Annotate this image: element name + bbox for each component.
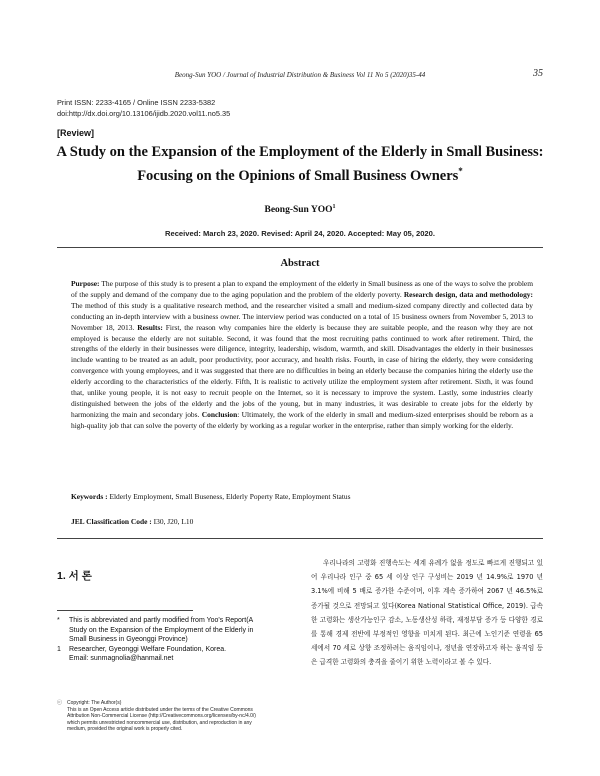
abstract-body — [71, 279, 533, 432]
footnotes — [57, 616, 299, 664]
jel-line — [71, 517, 533, 526]
footnote-1-line: Study on the Expansion of the Employment of the Elderly in — [69, 626, 254, 634]
doi-line[interactable]: doi:http://dx.doi.org/10.13106/ijidb.2020.vol11.no5.35 — [57, 108, 231, 118]
copyright-notice — [57, 700, 287, 733]
license-link-line[interactable]: Attribution Non-Commercial License (http://Creativecommons.org/licenses/by-nc/4.0/) — [67, 713, 256, 719]
purpose-text: The purpose of this study is to present a plan to expand the employment of the elderly in Small business as one of the ways to solve the problem of the supply and demand of the company due to the aging population and the problem of the elderly poverty. — [71, 279, 533, 299]
footnote-1-line: This is abbreviated and partly modified from Yoo's Report(A — [69, 617, 254, 624]
article-title — [50, 143, 550, 186]
keywords-label: Keywords : — [71, 492, 108, 501]
footnote-1-line: Small Business in Gyeonggi Province) — [69, 636, 188, 644]
results-label: Results: — [137, 322, 163, 332]
section-heading: 1. 서 론 — [57, 570, 92, 582]
conclusion-label: Conclusion — [201, 409, 238, 419]
license-line: This is an Open Access article distributed under the terms of the Creative Commons — [67, 706, 253, 713]
abstract-heading: Abstract — [280, 258, 320, 269]
method-label: Research design, data and methodology: — [403, 289, 533, 299]
footnote-rule — [57, 610, 193, 611]
results-text: First, the reason why companies hire the elderly is because they are suitable people, and the reason why they are not employed is because the elderly are not suitable. Second, it was found that the most recruiting paths continued to work after retirement. Third, the strengths of the elderly in their businesses were diligence, integrity, leadership, wisdom, warmth, and skill. Disadvantages the elderly in their businesses include wanting to be treated as an adult, poor productivity, poor accuracy, and health risks. Fourth, in case of hiring the elderly, they were considering convergence with young employees, and it was suggested that there are no difficulties in being an elderly because the companies hiring the elderly use the elderly according to the characteristics of the elderly. Fifth, It is realistic to actively utilize the employment system after retirement. Sixth, it was found that, unlike young people, it is not easy to recruit people on the Internet, so it is necessary to improve the system. Lastly, some industries clearly distinguished between the jobs of the elderly and the jobs of the young, but in many industries, it was desirable to create jobs for the elderly by harmonizing the main and secondary jobs. — [71, 322, 533, 419]
footnote-2 — [57, 645, 299, 664]
copyright-icon: ⓒ — [57, 700, 63, 706]
footnote-1 — [57, 616, 299, 645]
author-name: Beong-Sun YOO — [264, 205, 333, 216]
footnote-2-line: Researcher, Gyeonggi Welfare Foundation, Korea. — [69, 645, 227, 653]
article-type-label: [Review] — [57, 128, 95, 138]
license-line: medium, provided the original work is properly cited. — [67, 726, 183, 732]
conclusion-text: : Ultimately, the work of the elderly in small and medium-sized enterprises should be reborn as a high-quality job that can solve the poverty of the elderly by working as a regular worker in the enterprise, rather than simply working for the elderly. — [71, 409, 533, 430]
method-text: The method of this study is a qualitative research method, and the researcher visited a small and medium-sized company directly and collected data by conducting an in-depth interview with a business owner. The interview period was conducted on a total of 15 business owners from November 5, 2013 to November 18, 2013. — [71, 300, 533, 332]
title-text: A Study on the Expansion of the Employment of the Elderly in Small Business: Focusing on the Opinions of Small Business Owners — [56, 144, 544, 184]
page-number: 35 — [533, 68, 543, 79]
jel-label: JEL Classification Code : — [71, 517, 152, 526]
copyright-line: Copyright: The Author(s) — [67, 700, 122, 706]
footnote-2-email[interactable]: Email: sunmagnolia@hanmail.net — [69, 655, 174, 663]
issn-line: Print ISSN: 2233-4165 / Online ISSN 2233-5382 — [57, 98, 216, 107]
jel-text: I30, J20, L10 — [151, 517, 194, 526]
license-line: which permits unrestricted noncommercial use, distribution, and reproduction in any — [67, 719, 252, 726]
divider-top — [57, 247, 543, 248]
footnote-2-mark: 1 — [57, 645, 61, 653]
running-head: Beong-Sun YOO / Journal of Industrial Distribution & Business Vol 11 No 5 (2020)35-44 — [174, 71, 426, 79]
publication-meta — [57, 98, 230, 119]
purpose-label: Purpose: — [71, 279, 100, 288]
keywords-text: Elderly Employment, Small Buseness, Elderly Poperty Rate, Employment Status — [107, 492, 351, 501]
author-line — [0, 204, 600, 215]
intro-paragraph: 우리나라의 고령화 진행속도는 세계 유례가 없을 정도로 빠르게 진행되고 있어 우리나라 인구 중 65 세 이상 인구 구성비는 2019 년 14.9%로 1970 년 3.1%에 비해 5 배로 증가한 수준이며, 이후 계속 증가하여 2067 년 46.5%로 증가될 것으로 전망되고 있다(Korea National Statistical Office, 2019). 급속한 고령화는 생산가능인구 감소, 노동생산성 하락, 재정부담 증가 등 다양한 경로를 통해 경제 전반에 부정적인 영향을 미치게 된다. 최근에 노인기준 연령을 65 세에서 70 세로 상향 조정하려는 움직임이나, 정년을 연장하고자 하는 움직임 등은 급격한 고령화의 충격을 줄이기 위한 노력이라고 볼 수 있다. — [311, 559, 543, 667]
keywords-line — [71, 492, 533, 501]
submission-dates: Received: March 23, 2020. Revised: April 24, 2020. Accepted: May 05, 2020. — [164, 229, 435, 238]
divider-bottom — [57, 538, 543, 539]
title-footnote-mark[interactable]: * — [458, 166, 463, 176]
footnote-1-mark: * — [57, 617, 60, 624]
author-footnote-mark[interactable]: 1 — [332, 204, 336, 210]
